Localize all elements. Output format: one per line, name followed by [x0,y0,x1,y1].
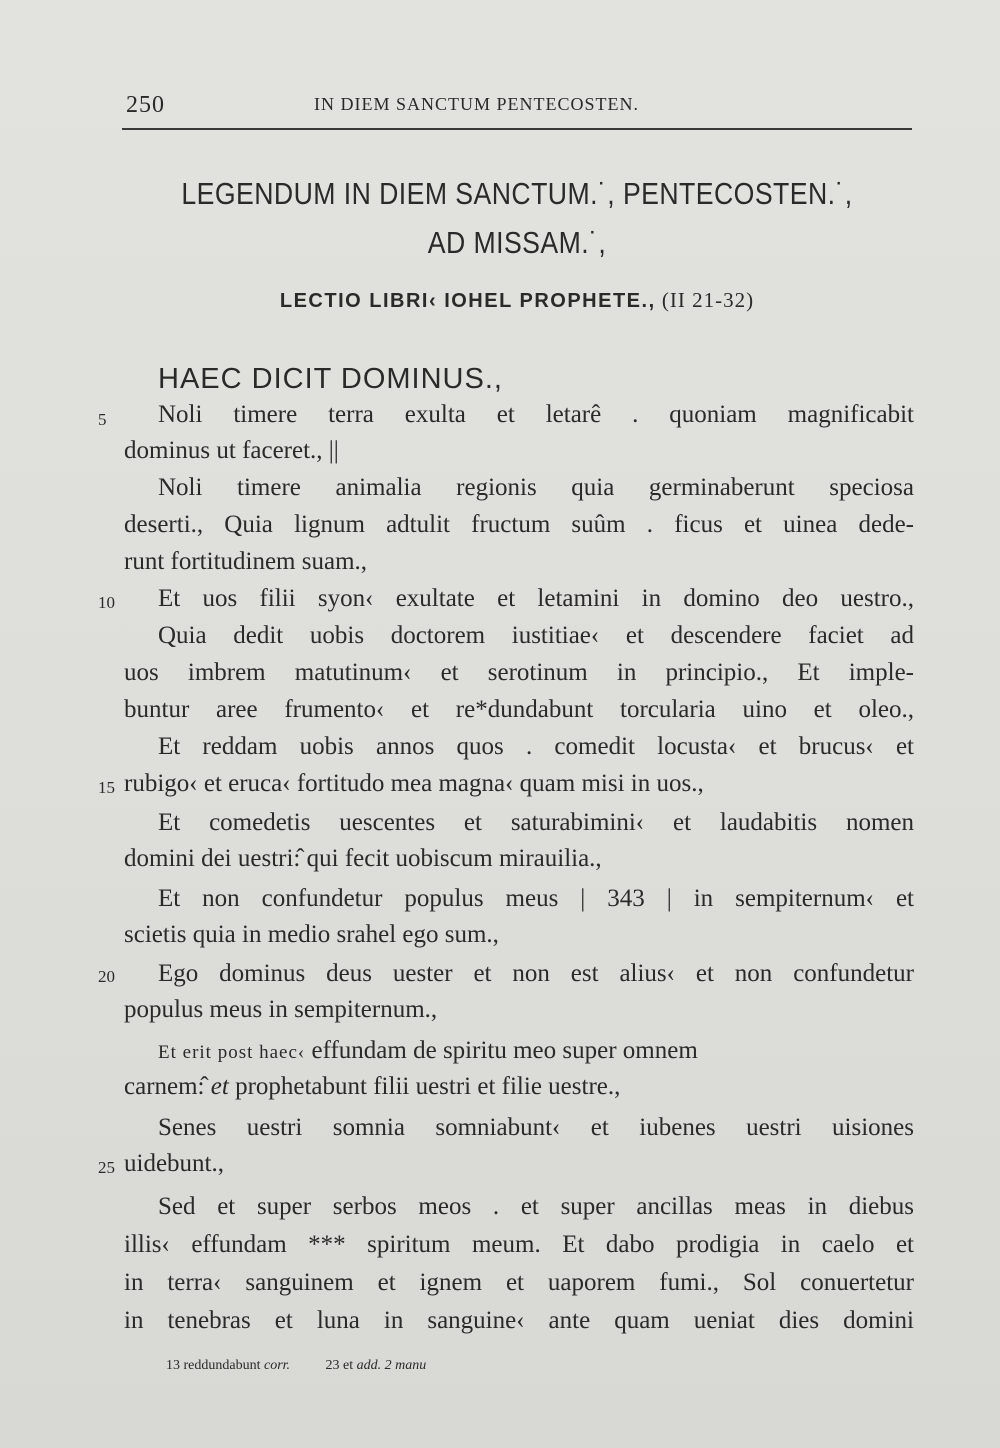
text-segment: carnem:̂ [124,1073,205,1100]
text-line: populus meus in sempiternum., [124,996,438,1023]
text-line: Et uos filii syon‹ exultate et letamini in domino deo uestro., [158,585,914,612]
text-line: uos imbrem matutinum‹ et serotinum in principio., Et imple- [124,659,914,686]
text-line: illis‹ effundam *** spiritum meum. Et dabo prodigia in caelo et [124,1231,914,1258]
text-line: deserti., Quia lignum adtulit fructum suûm . ficus et uinea dede- [124,511,914,538]
text-line: Senes uestri somnia somniabunt‹ et iubenes uestri uisiones [158,1114,914,1141]
text-line: Et reddam uobis annos quos . comedit locusta‹ et brucus‹ et [158,733,914,760]
text-line: Et non confundetur populus meus | 343 | in sempiternum‹ et [158,885,914,912]
text-line: runt fortitudinem suam., [124,548,368,575]
text-line: Quia dedit uobis doctorem iustitiae‹ et descendere faciet ad [158,622,914,649]
text-segment: effundam de spiritu meo super omnem [311,1037,698,1064]
text-line: domini dei uestri:̂ qui fecit uobiscum mirauilia., [124,845,602,872]
text-segment: prophetabunt filii uestri et filie uestre., [235,1073,621,1100]
text-line: in terra‹ sanguinem et ignem et uaporem fumi., Sol conuertetur [124,1269,914,1296]
lectio-reference: (II 21-32) [661,288,755,312]
title-line-2: AD MISSAM.˙, [427,225,607,260]
line-number: 25 [98,1158,115,1177]
text-line: buntur aree frumento‹ et re*dundabunt torcularia uino et oleo., [124,696,914,723]
footnote-note: corr. [263,1358,291,1373]
text-line: rubigo‹ et eruca‹ fortitudo mea magna‹ quam misi in uos., [124,770,704,797]
lectio-title: LECTIO LIBRI‹ IOHEL PROPHETE., [279,290,656,312]
small-caps-phrase: Et erit post haec‹ [158,1042,306,1063]
incipit: HAEC DICIT DOMINUS., [158,363,503,395]
text-line [124,1036,914,1068]
lectio-heading [122,288,912,313]
text-line: Sed et super serbos meos . et super ancillas meas in diebus [158,1193,914,1220]
text-line: Et comedetis uescentes et saturabimini‹ et laudabitis nomen [158,809,914,836]
text-line: Noli timere animalia regionis quia germinaberunt speciosa [158,474,914,501]
title-line-1: LEGENDUM IN DIEM SANCTUM.˙, PENTECOSTEN.˙, [181,176,853,211]
text-line: Noli timere terra exulta et letarê . quoniam magnificabit [158,401,914,428]
italic-insertion: et [210,1073,229,1100]
footnote-note: add. 2 manu [356,1358,427,1373]
text-line: Ego dominus deus uester et non est alius‹ et non confundetur [158,960,914,987]
text-line: uidebunt., [124,1150,224,1177]
footnotes [166,1358,426,1374]
line-number: 20 [98,967,115,986]
line-number: 5 [98,410,107,429]
line-number: 10 [98,593,115,612]
running-head: IN DIEM SANCTUM PENTECOSTEN. [314,94,639,114]
page-number: 250 [126,92,165,118]
text-line [124,364,914,396]
text-line: dominus ut faceret., || [124,437,339,464]
line-number: 15 [98,778,115,797]
text-line: in tenebras et luna in sanguine‹ ante quam ueniat dies domini [124,1307,914,1334]
footnote-ref: 13 reddundabunt [166,1358,261,1373]
page-header [122,88,912,130]
text-line [124,1072,914,1102]
text-line: scietis quia in medio srahel ego sum., [124,921,499,948]
footnote-ref: 23 et [325,1358,354,1373]
